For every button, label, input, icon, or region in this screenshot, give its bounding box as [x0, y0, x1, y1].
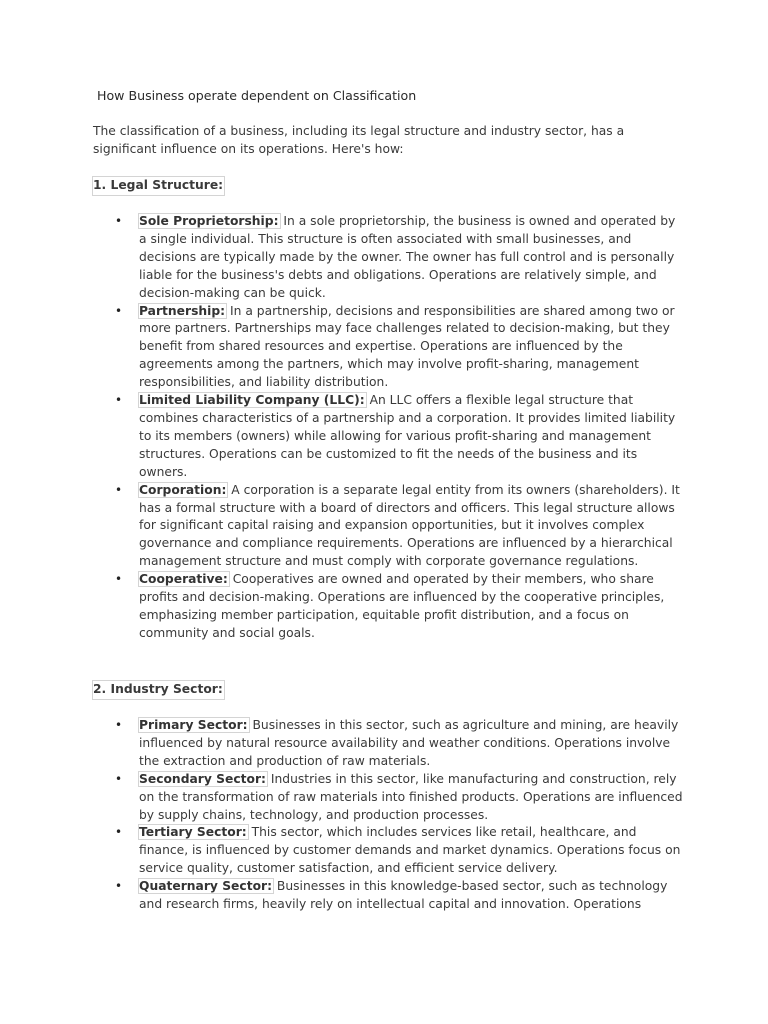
list-item-text: Businesses in this sector, such as agriculture and mining, are heavily influenced by natural resource availability and weather conditions. Operations involve the extraction and production of raw materials. — [139, 718, 679, 768]
list-item-text: In a sole proprietorship, the business is owned and operated by a single individual. This structure is often associated with small businesses, and decisions are typically made by the owner. The owner has full control and is personally liable for the business's debts and obligations. Operations are relatively simple, and decision-making can be quick. — [139, 214, 676, 300]
intro-paragraph: The classification of a business, including its legal structure and industry sector, has a significant influence on its operations. Here's how: — [93, 124, 625, 156]
list-item-term: Sole Proprietorship: — [139, 214, 279, 228]
list-item-term: Secondary Sector: — [139, 771, 266, 786]
bullet-icon: • — [115, 771, 123, 786]
bullet-icon: • — [115, 214, 123, 228]
bullet-icon: • — [115, 825, 123, 840]
list-item-term: Partnership: — [139, 303, 226, 318]
list-item-term: Quaternary Sector: — [139, 879, 272, 894]
list-item-term: Cooperative: — [139, 572, 228, 587]
section-heading-industry-sector: 2. Industry Sector: — [93, 681, 224, 699]
bullet-icon: • — [115, 879, 123, 894]
list-item — [113, 571, 683, 643]
list-item-text: Cooperatives are owned and operated by their members, who share profits and decision-making. Operations are influenced by the cooperative principles, emphasizing member participation, equitable profit distribution, and a focus on community and social goals. — [139, 572, 665, 640]
legal-structure-list — [113, 213, 683, 643]
list-item-term: Corporation: — [139, 482, 227, 497]
list-item — [113, 771, 683, 825]
list-item-text: This sector, which includes services like retail, healthcare, and finance, is influenced by customer demands and market dynamics. Operations focus on service quality, customer satisfaction, and efficient service delivery. — [139, 825, 681, 876]
list-item-text: Industries in this sector, like manufacturing and construction, rely on the transformation of raw materials into finished products. Operations are influenced by supply chains, technology, and production processes. — [139, 771, 683, 822]
list-item — [113, 878, 683, 914]
list-item — [113, 717, 683, 771]
list-item — [113, 392, 683, 482]
list-item — [113, 482, 683, 572]
section-heading-legal-structure: 1. Legal Structure: — [93, 177, 224, 195]
list-item-text: A corporation is a separate legal entity from its owners (shareholders). It has a formal structure with a board of directors and officers. This legal structure allows for significant capital raising and expansion opportunities, but it involves complex governance and compliance requirements. Operations are influenced by a hierarchical management structure and must comply with corporate governance regulations. — [139, 482, 680, 569]
list-item-text: In a partnership, decisions and responsibilities are shared among two or more partners. Partnerships may face challenges related to decision-making, but they benefit from shared resources and expertise. Operations are influenced by the agreements among the partners, which may involve profit-sharing, management responsibilities, and liability distribution. — [139, 303, 675, 390]
list-item — [113, 824, 683, 878]
bullet-icon: • — [115, 303, 123, 318]
list-item — [113, 303, 683, 393]
list-item-term: Limited Liability Company (LLC): — [139, 393, 365, 408]
list-item-term: Tertiary Sector: — [139, 825, 247, 840]
bullet-icon: • — [115, 572, 123, 587]
bullet-icon: • — [115, 393, 123, 408]
bullet-icon: • — [115, 482, 123, 497]
bullet-icon: • — [115, 718, 123, 732]
list-item-text: An LLC offers a flexible legal structure that combines characteristics of a partnership and a corporation. It provides limited liability to its members (owners) while allowing for various profit-sharing and management structures. Operations can be customized to fit the needs of the business and its owners. — [139, 393, 676, 479]
industry-sector-list — [113, 717, 683, 914]
list-item-text: Businesses in this knowledge-based sector, such as technology and research firms, heavily rely on intellectual capital and innovation. Operations — [139, 879, 668, 912]
document-title: How Business operate dependent on Classification — [97, 88, 417, 103]
list-item-term: Primary Sector: — [139, 718, 248, 732]
list-item — [113, 213, 683, 303]
